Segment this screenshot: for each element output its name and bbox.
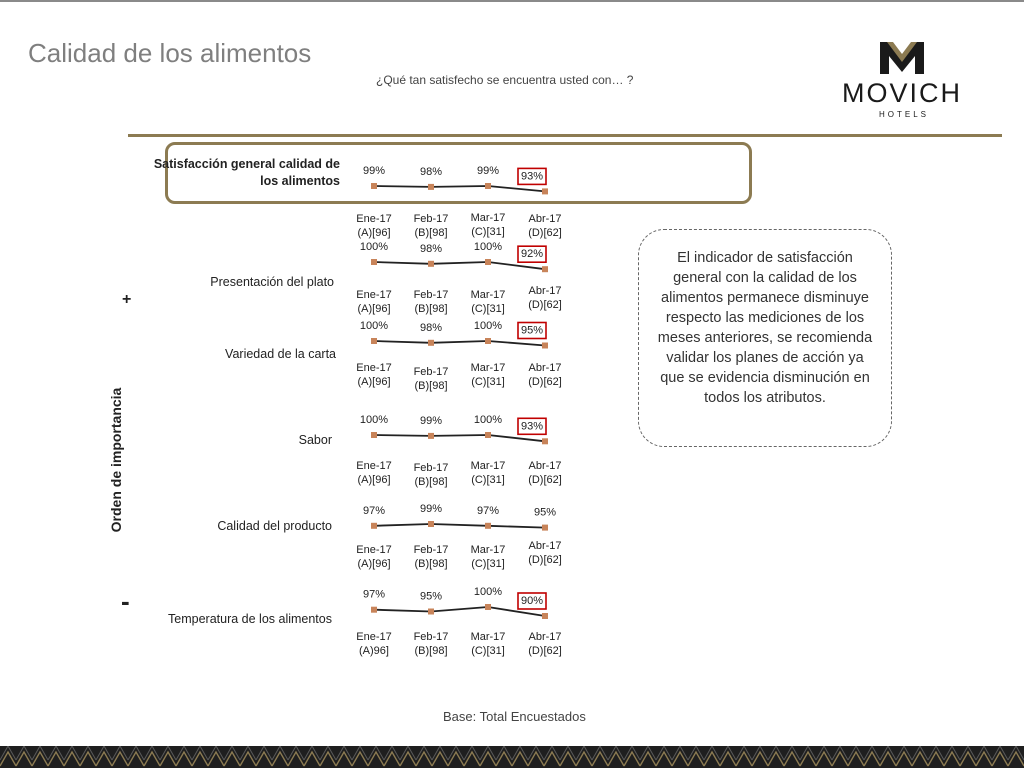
- data-label-1-0: 100%: [359, 241, 389, 253]
- point-marker-1-0: [371, 259, 377, 265]
- movich-logo: [818, 40, 986, 122]
- point-marker-3-3: [542, 438, 548, 444]
- footer-pattern: [0, 746, 1024, 768]
- data-label-4-2: 97%: [476, 504, 500, 517]
- series-line-2: [374, 341, 545, 346]
- point-marker-4-0: [371, 523, 377, 529]
- tick-label-4-0: Ene-17 (A)[96]: [356, 544, 392, 570]
- tick-label-0-3: Abr-17 (D)[62]: [528, 213, 562, 239]
- tick-label-4-3: Abr-17 (D)[62]: [528, 540, 562, 566]
- data-label-0-2: 99%: [476, 165, 500, 177]
- page-title: Calidad de los alimentos: [28, 38, 312, 68]
- series-line-1: [374, 262, 545, 269]
- tick-label-0-2: Mar-17 (C)[31]: [470, 212, 506, 238]
- data-label-0-0: 99%: [362, 165, 386, 177]
- tick-label-5-3: Abr-17 (D)[62]: [528, 631, 562, 657]
- highlight-frame-1-3: [518, 246, 546, 262]
- point-marker-1-2: [485, 259, 491, 265]
- header-divider: [128, 134, 1002, 137]
- tick-label-2-1: Feb-17 (B)[98]: [413, 366, 449, 392]
- data-label-5-1: 95%: [419, 590, 443, 603]
- row-label-sabor: Sabor: [298, 433, 332, 447]
- tick-label-5-2: Mar-17 (C)[31]: [470, 631, 506, 657]
- highlight-frame-2-3: [518, 323, 546, 339]
- data-label-1-3: 92%: [520, 248, 544, 261]
- importance-axis-label: Orden de importancia: [108, 387, 124, 533]
- tick-label-1-0: Ene-17 (A)[96]: [356, 289, 392, 315]
- point-marker-2-3: [542, 343, 548, 349]
- point-marker-3-0: [371, 432, 377, 438]
- tick-label-2-2: Mar-17 (C)[31]: [470, 362, 506, 388]
- row-label-variedad: Variedad de la carta: [225, 347, 336, 361]
- base-note: Base: Total Encuestados: [443, 709, 586, 724]
- highlight-frame-3-3: [518, 418, 546, 434]
- data-label-4-1: 99%: [419, 503, 443, 515]
- importance-low-marker: -: [121, 586, 130, 616]
- tick-label-3-3: Abr-17 (D)[62]: [528, 460, 562, 486]
- point-marker-3-1: [428, 433, 434, 439]
- row-label-presentacion: Presentación del plato: [210, 275, 334, 289]
- data-label-4-3: 95%: [533, 506, 557, 519]
- data-label-2-2: 100%: [473, 320, 503, 332]
- data-label-2-0: 100%: [359, 320, 389, 332]
- data-label-2-1: 98%: [419, 321, 443, 334]
- data-label-2-3: 95%: [520, 324, 544, 337]
- tick-label-5-0: Ene-17 (A)96]: [356, 631, 392, 657]
- data-label-4-0: 97%: [362, 504, 386, 517]
- data-label-3-3: 93%: [520, 420, 544, 433]
- series-line-3: [374, 435, 545, 441]
- logo-tagline-text: HOTELS: [878, 110, 930, 119]
- point-marker-4-1: [428, 521, 434, 527]
- tick-label-2-3: Abr-17 (D)[62]: [528, 362, 562, 388]
- tick-label-3-2: Mar-17 (C)[31]: [470, 460, 506, 486]
- row-label-temperatura: Temperatura de los alimentos: [168, 612, 332, 626]
- series-line-5: [374, 607, 545, 616]
- highlight-frame-5-3: [518, 593, 546, 609]
- tick-label-4-2: Mar-17 (C)[31]: [470, 544, 506, 570]
- top-border-line: [0, 0, 1024, 2]
- data-label-5-0: 97%: [362, 588, 386, 601]
- data-label-0-1: 98%: [419, 165, 443, 178]
- data-label-5-2: 100%: [473, 586, 503, 598]
- point-marker-4-2: [485, 523, 491, 529]
- row-label-calidad-producto: Calidad del producto: [217, 519, 332, 533]
- point-marker-2-0: [371, 338, 377, 344]
- tick-label-4-1: Feb-17 (B)[98]: [413, 544, 449, 570]
- data-label-1-1: 98%: [419, 242, 443, 255]
- data-label-3-2: 100%: [473, 414, 503, 426]
- movich-emblem-icon: [818, 40, 986, 122]
- data-label-3-0: 100%: [359, 414, 389, 426]
- point-marker-1-3: [542, 266, 548, 272]
- point-marker-2-1: [428, 340, 434, 346]
- series-line-4: [374, 524, 545, 528]
- logo-brand-text: MOVICH: [842, 78, 962, 108]
- tick-label-1-3: Abr-17 (D)[62]: [528, 285, 562, 311]
- point-marker-5-1: [428, 609, 434, 615]
- point-marker-2-2: [485, 338, 491, 344]
- tick-label-3-1: Feb-17 (B)[98]: [413, 462, 449, 488]
- tick-label-1-1: Feb-17 (B)[98]: [413, 289, 449, 315]
- point-marker-5-2: [485, 604, 491, 610]
- tick-label-1-2: Mar-17 (C)[31]: [470, 289, 506, 315]
- data-label-1-2: 100%: [473, 241, 503, 253]
- point-marker-4-3: [542, 525, 548, 531]
- tick-label-0-1: Feb-17 (B)[98]: [413, 213, 449, 239]
- point-marker-5-3: [542, 613, 548, 619]
- point-marker-5-0: [371, 607, 377, 613]
- point-marker-3-2: [485, 432, 491, 438]
- data-label-3-1: 99%: [419, 414, 443, 427]
- page-subtitle: ¿Qué tan satisfecho se encuentra usted con… ?: [376, 73, 634, 87]
- data-label-5-3: 90%: [520, 595, 544, 607]
- data-label-0-3: 93%: [520, 170, 544, 183]
- tick-label-0-0: Ene-17 (A)[96]: [356, 213, 392, 239]
- point-marker-1-1: [428, 261, 434, 267]
- importance-high-marker: +: [122, 291, 132, 308]
- tick-label-2-0: Ene-17 (A)[96]: [356, 362, 392, 388]
- insight-note: El indicador de satisfacción general con la calidad de los alimentos permanece disminuye respecto las mediciones de los meses anteriores, se recomienda validar los planes de acción ya que se evidencia disminución en todos los atributos.: [638, 229, 892, 447]
- tick-label-5-1: Feb-17 (B)[98]: [413, 631, 449, 657]
- row-label-general: Satisfacción general calidad de los alimentos: [153, 157, 340, 188]
- tick-label-3-0: Ene-17 (A)[96]: [356, 460, 392, 486]
